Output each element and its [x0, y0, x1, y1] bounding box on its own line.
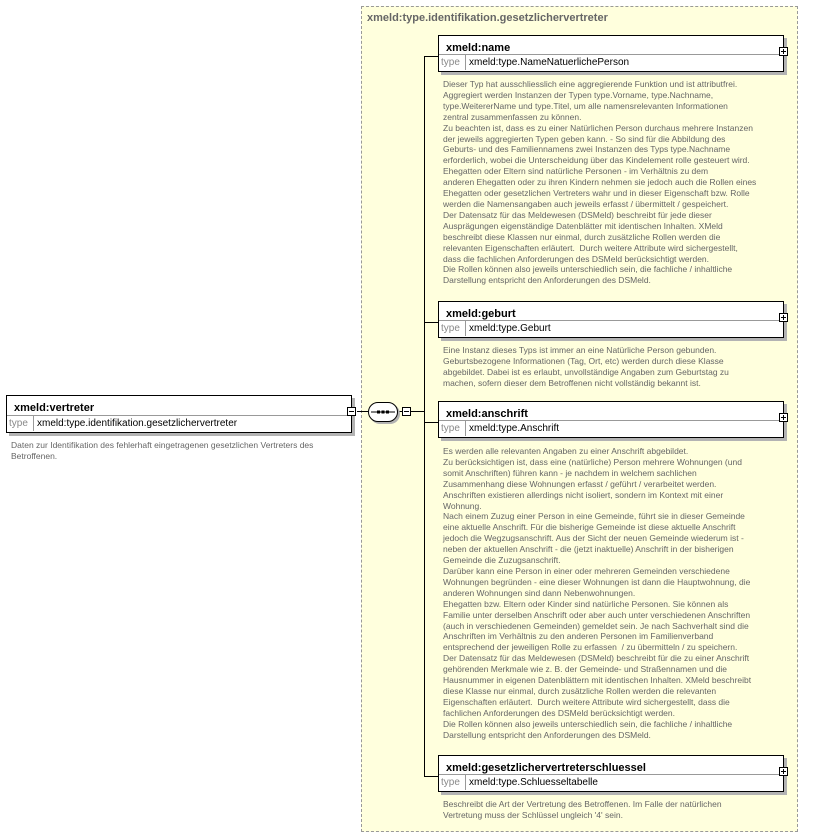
element-type-row: [7, 415, 351, 432]
root-description: Daten zur Identifikation des fehlerhaft eingetragenen gesetzlichen Vertreters des Betroffenen.: [11, 440, 314, 461]
sequence-compositor[interactable]: [368, 402, 398, 422]
connector-root-to-seq: [357, 411, 368, 412]
type-value: xmeld:type.Geburt: [469, 323, 551, 334]
type-value: xmeld:type.Anschrift: [469, 423, 560, 434]
type-label: type: [439, 421, 466, 436]
element-type-row: [439, 320, 783, 337]
type-label: type: [439, 775, 466, 790]
element-name: xmeld:gesetzlichervertreterschluessel: [446, 762, 646, 774]
element-name: xmeld:anschrift: [446, 408, 528, 420]
group-title: xmeld:type.identifikation.gesetzlichervertreter: [367, 12, 608, 24]
element-schluessel-box[interactable]: [438, 755, 784, 792]
type-value: xmeld:type.identifikation.gesetzlichervertreter: [37, 418, 238, 429]
collapse-sequence-button[interactable]: [402, 407, 411, 416]
element-name-box[interactable]: [438, 35, 784, 72]
connector-trunk: [424, 56, 425, 776]
connector-branch-geburt: [424, 322, 438, 323]
element-type-row: [439, 774, 783, 791]
type-label: type: [439, 55, 466, 70]
element-type-row: [439, 54, 783, 71]
connector-branch-schluessel: [424, 776, 438, 777]
element-description: Es werden alle relevanten Angaben zu einer Anschrift abgebildet. Zu berücksichtigen ist, dass eine (natürliche) Person mehrere Wohnungen (und somit Anschriften) führen kann - je nachdem in welchem sachlichen Zusammenhang diese Wohnungen erfasst / geführt / verarbeitet werden. Anschriften existieren allerdings nicht isoliert, sondern im Kontext mit einer Wohnung. Nach einem Zuzug einer Person in eine Gemeinde, führt sie in dieser Gemeinde eine aktuelle Anschrift. Für die bisherige Gemeinde ist diese aktuelle Anschrift jedoch die Wegzugsanschrift. Aus der Sicht der neuen Gemeinde wiederum ist - neben der aktuellen Anschrift - die (jetzt inaktuelle) Anschrift in der bisherigen Gemeinde die Zuzugsanschrift. Darüber kann eine Person in einer oder mehreren Gemeinden verschiedene Wohnungen begründen - eine dieser Wohnungen ist dann die Hauptwohnung, die anderen Wohnungen sind dann Nebenwohnungen. Ehegatten bzw. Eltern oder Kinder sind natürliche Personen. Sie können als Familie unter derselben Anschrift oder aber auch unter verschiedenen Anschriften (auch in verschiedenen Gemeinden) gemeldet sein. Je nach Sachverhalt sind die Anschriften im Verhältnis zu den anderen Personen im Familienverband entsprechend der jeweiligen Rolle zu erfassen / zu übermitteln / zu speichern. Der Datensatz für das Meldewesen (DSMeld) beschreibt für die zu einer Anschrift gehörenden Merkmale wie z. B. der Gemeinde- und Straßennamen und die Hausnummer in eigenen Datenblättern mit identischen Inhalten. XMeld beschreibt diese Klasse nur einmal, durch zusätzliche Rollen werden die relevanten Eigenschaften erläutert. Durch weitere Attribute wird sichergestellt, dass die fachlichen Anforderungen des DSMeld berücksichtigt werden. Die Rollen können also jeweils unterschiedlich sein, die fachliche / inhaltliche Darstellung entspricht den Anforderungen des DSMeld.: [443, 446, 752, 740]
type-value: xmeld:type.Schluesseltabelle: [469, 777, 598, 788]
element-description: Dieser Typ hat ausschliesslich eine aggregierende Funktion und ist attributfrei. Aggregiert werden Instanzen der Typen type.Vorname, type.Nachname, type.WeitererName und type.Titel, um alle namensrelevanten Informationen zentral zusammenfassen zu können. Zu beachten ist, dass es zu einer Natürlichen Person durchaus mehrere Instanzen der jeweils aggregierten Typen geben kann. - So sind für die Abbildung des Geburts- und des Familiennamens zwei Instanzen des Typs type.Nachname erforderlich, wobei die Unterscheidung über das Kindelement rolle gesteuert wird. Ehegatten oder Eltern sind natürliche Personen - im Verhältnis zu dem anderen Ehegatten oder zu ihren Kindern nehmen sie jedoch auch die Rollen eines Ehegatten oder gesetzlichen Vertreters wahr und in dieser Eigenschaft bzw. Rolle werden die Namensangaben auch jeweils erfasst / übermittelt / gespeichert. Der Datensatz für das Meldewesen (DSMeld) beschreibt für jede dieser Ausprägungen eigenständige Datenblätter mit identischen Inhalten. XMeld beschreibt diese Klassen nur einmal, durch zusätzliche Rollen werden die relevanten Eigenschaften erläutert. Durch weitere Attribute wird sichergestellt, dass die fachlichen Anforderungen des DSMeld berücksichtigt werden. Die Rollen können also jeweils unterschiedlich sein, die fachliche / inhaltliche Darstellung entspricht den Anforderungen des DSMeld.: [443, 79, 757, 286]
element-anschrift-box[interactable]: [438, 401, 784, 438]
element-name: xmeld:vertreter: [14, 402, 95, 414]
element-name: xmeld:geburt: [446, 308, 516, 320]
root-element-vertreter[interactable]: [6, 395, 352, 433]
element-name: xmeld:name: [446, 42, 511, 54]
type-value: xmeld:type.NameNatuerlichePerson: [469, 57, 630, 68]
expand-anschrift-button[interactable]: [779, 413, 788, 422]
connector-branch-name: [424, 56, 438, 57]
type-label: type: [439, 321, 466, 336]
element-geburt-box[interactable]: [438, 301, 784, 338]
element-description: Eine Instanz dieses Typs ist immer an eine Natürliche Person gebunden. Geburtsbezogene Informationen (Tag, Ort, etc) werden durch diese Klasse abgebildet. Dabei ist es erlaubt, unvollständige Angaben zum Geburtstag zu machen, sofern dieser dem Betroffenen nicht vollständig bekannt ist.: [443, 345, 729, 388]
connector-branch-anschrift: [424, 422, 438, 423]
expand-geburt-button[interactable]: [779, 313, 788, 322]
expand-name-button[interactable]: [779, 47, 788, 56]
type-label: type: [7, 416, 34, 431]
element-type-row: [439, 420, 783, 437]
element-description: Beschreibt die Art der Vertretung des Betroffenen. Im Falle der natürlichen Vertretung muss der Schlüssel ungleich '4' sein.: [443, 799, 722, 820]
collapse-root-button[interactable]: [347, 407, 356, 416]
expand-schluessel-button[interactable]: [779, 767, 788, 776]
sequence-icon: [369, 403, 397, 421]
